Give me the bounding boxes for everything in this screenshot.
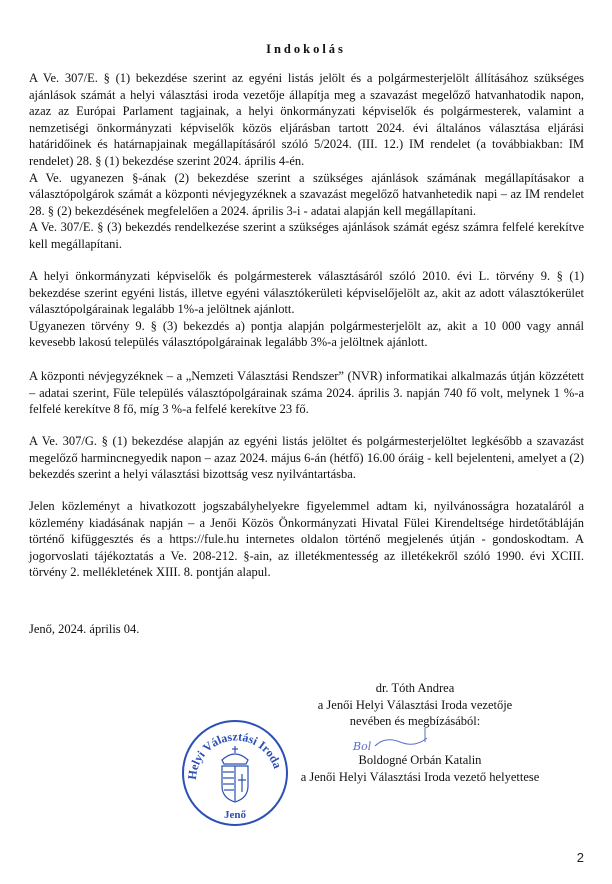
date-line: Jenő, 2024. április 04. <box>29 622 140 636</box>
deputy-role: a Jenői Helyi Választási Iroda vezető helyettese <box>300 769 540 784</box>
paragraph-2 <box>29 268 584 351</box>
paragraph-line: A központi névjegyzéknek – a „Nemzeti Választási Rendszer” (NVR) informatikai alkalmazás útján közzétett – adatai szerint, Füle település választópolgárainak száma 2024. április 3. napján 740 fő volt, melynek 1 %-a felfelé kerekítve 8 fő, míg 3 %-a felfelé kerekítve 23 fő. <box>29 369 584 417</box>
paragraph-line: A Ve. 307/G. § (1) bekezdése alapján az egyéni listás jelöltet és polgármesterjelöltet legkésőbb a szavazást megelőző harmincnegyedik napon – azaz 2024. május 6-án (hétfő) 16.00 óráig - kell bejelenteni, amelyet a (2) bekezdés szerint a helyi választási bizottság vesz nyilvántartásba. <box>29 434 584 482</box>
signatory-block <box>285 680 545 730</box>
paragraph-4 <box>29 433 584 483</box>
official-stamp-icon <box>180 718 290 828</box>
document-title: Indokolás <box>266 42 346 56</box>
page-number: 2 <box>576 850 584 865</box>
paragraph-5 <box>29 498 584 581</box>
coat-of-arms-icon <box>222 746 248 802</box>
signatory-on-behalf: nevében és megbízásából: <box>349 714 481 729</box>
paragraph-line: Ugyanezen törvény 9. § (3) bekezdés a) pontja alapján polgármesterjelölt az, akit a 10 000 vagy annál kevesebb lakosú település választópolgárainak legalább 3%-a jelöltnek ajánlott. <box>29 318 584 350</box>
paragraph-line: Jelen közleményt a hivatkozott jogszabályhelyekre figyelemmel adtam ki, nyilvánosságra hozataláról a közlemény kiadásának napján – a Jenői Közös Önkormányzati Hivatal Fülei Kirendeltsége hirdetőtábláján történő kifüggesztés és a https://fule.hu internetes oldalon történő megjelenés útján - gondoskodtam. A jogorvoslati tájékoztatás a Ve. 208-212. §-ain, az illetékmentesség az illetékekről szóló 1990. évi XCIII. törvény 2. mellékletének XIII. 8. pontján alapul. <box>29 499 584 580</box>
stamp-bottom-text: Jenő <box>224 809 246 821</box>
stamp-top-text: Helyi Választási Iroda <box>184 729 285 781</box>
paragraph-line: A Ve. 307/E. § (1) bekezdése szerint az egyéni listás jelölt és a polgármesterjelölt állításához szükséges ajánlások számát a helyi választási iroda vezetője állapítja meg a szavazást megelőző hatvanhatodik napon, azaz az Európai Parlament tagjainak, a helyi önkormányzati képviselők és polgármesterek, valamint a nemzetiségi önkormányzati képviselők közös eljárásban tartott 2024. évi általános választása eljárási határidőinek és határnapjainak megállapításáról szóló 5/2024. (III. 12.) IM rendelet (a továbbiakban: IM rendelet) 28. § (1) bekezdése szerint 2024. április 4-én. <box>29 71 584 168</box>
paragraph-line: A Ve. 307/E. § (3) bekezdés rendelkezése szerint a szükséges ajánlások számát egész számra felfelé kerekítve kell megállapítani. <box>29 220 584 251</box>
signatory-role: a Jenői Helyi Választási Iroda vezetője <box>317 697 513 712</box>
signatory-name: dr. Tóth Andrea <box>375 681 455 695</box>
paragraph-1 <box>29 70 584 253</box>
paragraph-line: A helyi önkormányzati képviselők és polgármesterek választásáról szóló 2010. évi L. törvény 9. § (1) bekezdése szerint egyéni listás, illetve egyéni választókerületi képviselőjelölt az, akit az adott választókerület választópolgárainak legalább 1%-a jelöltnek ajánlott. <box>29 269 584 317</box>
paragraph-3 <box>29 368 584 418</box>
deputy-block <box>290 752 550 785</box>
deputy-name: Boldogné Orbán Katalin <box>358 753 482 767</box>
paragraph-line: A Ve. ugyanezen §-ának (2) bekezdése szerint a szükséges ajánlások számának megállapításakor a választópolgárok számát a központi névjegyzéknek a szavazást megelőző hatvanhetedik napi – az IM rendelet 28. § (2) bekezdésének megfelelően a 2024. április 3-i - adatai alapján kell megállapítani. <box>29 170 584 218</box>
svg-text:Bol: Bol <box>353 740 372 753</box>
